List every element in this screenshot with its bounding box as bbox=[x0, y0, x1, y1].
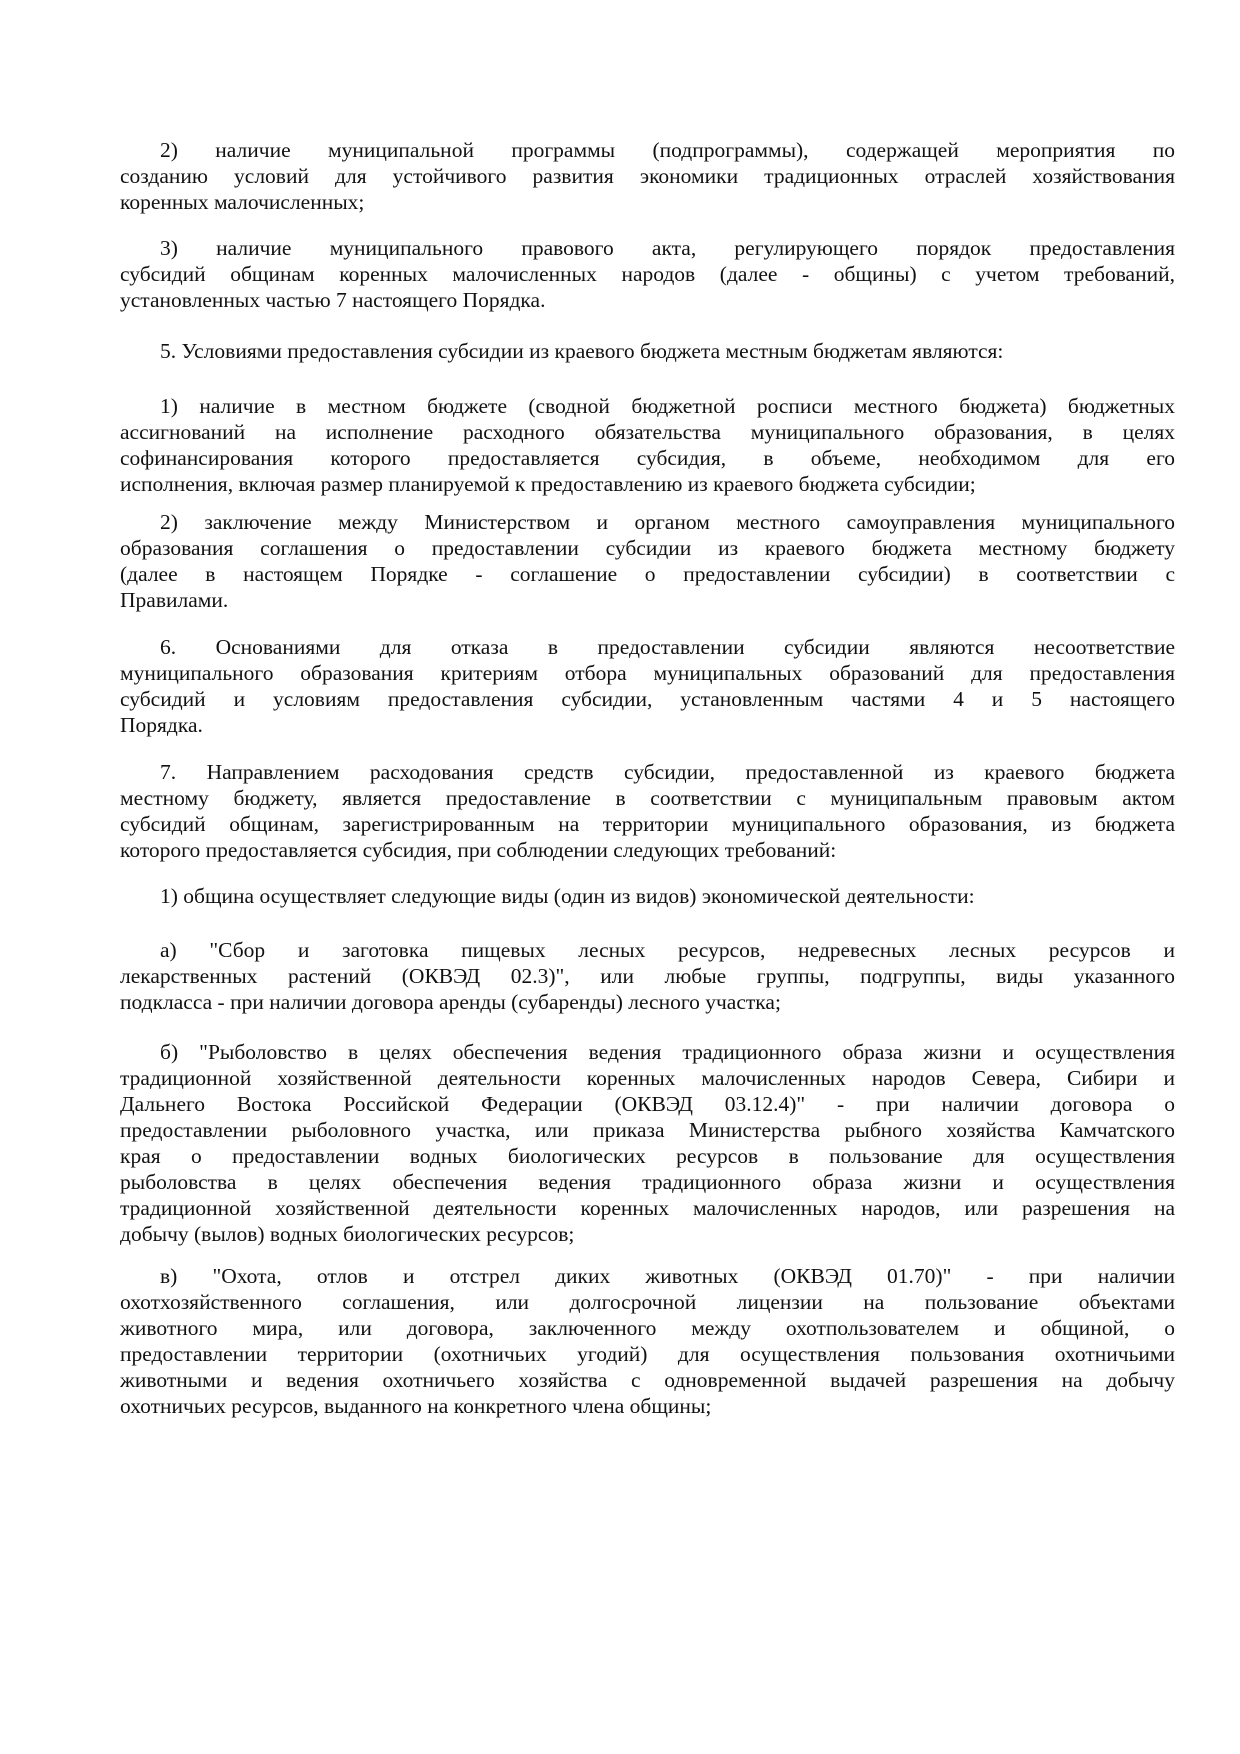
text-line: 2) заключение между Министерством и органом местного самоуправления муниципального bbox=[160, 510, 1175, 534]
text-line: в) "Охота, отлов и отстрел диких животных (ОКВЭД 01.70)" - при наличии bbox=[160, 1264, 1175, 1288]
text-line: подкласса - при наличии договора аренды (субаренды) лесного участка; bbox=[120, 990, 781, 1014]
text-line: добычу (вылов) водных биологических ресурсов; bbox=[120, 1222, 575, 1246]
text-line: б) "Рыболовство в целях обеспечения ведения традиционного образа жизни и осуществления bbox=[160, 1040, 1175, 1064]
text-line: муниципального образования критериям отбора муниципальных образований для предоставления bbox=[120, 661, 1175, 685]
text-line: субсидий и условиям предоставления субсидии, установленным частями 4 и 5 настоящего bbox=[120, 687, 1175, 711]
text-line: лекарственных растений (ОКВЭД 02.3)", или любые группы, подгруппы, виды указанного bbox=[120, 964, 1175, 988]
text-line: края о предоставлении водных биологических ресурсов в пользование для осуществления bbox=[120, 1144, 1175, 1168]
text-line: местному бюджету, является предоставление в соответствии с муниципальным правовым актом bbox=[120, 786, 1175, 810]
paragraph bbox=[120, 137, 1175, 215]
text-line: образования соглашения о предоставлении субсидии из краевого бюджета местному бюджету bbox=[120, 536, 1175, 560]
text-line: традиционной хозяйственной деятельности коренных малочисленных народов Севера, Сибири и bbox=[120, 1066, 1175, 1090]
text-line: (далее в настоящем Порядке - соглашение о предоставлении субсидии) в соответствии с bbox=[120, 562, 1175, 586]
text-line: 2) наличие муниципальной программы (подпрограммы), содержащей мероприятия по bbox=[160, 138, 1175, 162]
text-line: 5. Условиями предоставления субсидии из краевого бюджета местным бюджетам являются: bbox=[160, 339, 1004, 363]
text-line: Правилами. bbox=[120, 588, 229, 612]
paragraph bbox=[120, 235, 1175, 313]
text-line: 1) наличие в местном бюджете (сводной бюджетной росписи местного бюджета) бюджетных bbox=[160, 394, 1175, 418]
text-line: предоставлении рыболовного участка, или приказа Министерства рыбного хозяйства Камчатского bbox=[120, 1118, 1175, 1142]
paragraph bbox=[120, 759, 1175, 863]
text-line: 3) наличие муниципального правового акта, регулирующего порядок предоставления bbox=[160, 236, 1175, 260]
text-line: которого предоставляется субсидия, при соблюдении следующих требований: bbox=[120, 838, 837, 862]
text-line: исполнения, включая размер планируемой к предоставлению из краевого бюджета субсидии; bbox=[120, 472, 976, 496]
text-line: животными и ведения охотничьего хозяйства с одновременной выдачей разрешения на добычу bbox=[120, 1368, 1175, 1392]
text-line: животного мира, или договора, заключенного между охотпользователем и общиной, о bbox=[120, 1316, 1175, 1340]
text-line: 1) община осуществляет следующие виды (один из видов) экономической деятельности: bbox=[160, 884, 975, 908]
text-line: ассигнований на исполнение расходного обязательства муниципального образования, в целях bbox=[120, 420, 1175, 444]
paragraph bbox=[120, 1039, 1175, 1247]
paragraph bbox=[120, 937, 1175, 1015]
paragraph bbox=[120, 509, 1175, 613]
paragraph bbox=[120, 338, 1175, 364]
text-line: охотхозяйственного соглашения, или долгосрочной лицензии на пользование объектами bbox=[120, 1290, 1175, 1314]
text-line: установленных частью 7 настоящего Порядка. bbox=[120, 288, 546, 312]
text-line: 7. Направлением расходования средств субсидии, предоставленной из краевого бюджета bbox=[160, 760, 1175, 784]
paragraph bbox=[120, 393, 1175, 497]
text-line: традиционной хозяйственной деятельности коренных малочисленных народов, или разрешения на bbox=[120, 1196, 1175, 1220]
text-line: охотничьих ресурсов, выданного на конкретного члена общины; bbox=[120, 1394, 712, 1418]
text-line: софинансирования которого предоставляется субсидия, в объеме, необходимом для его bbox=[120, 446, 1175, 470]
text-line: а) "Сбор и заготовка пищевых лесных ресурсов, недревесных лесных ресурсов и bbox=[160, 938, 1175, 962]
paragraph bbox=[120, 883, 1175, 909]
text-line: Дальнего Востока Российской Федерации (ОКВЭД 03.12.4)" - при наличии договора о bbox=[120, 1092, 1175, 1116]
text-line: коренных малочисленных; bbox=[120, 190, 365, 214]
text-line: субсидий общинам коренных малочисленных народов (далее - общины) с учетом требований, bbox=[120, 262, 1175, 286]
paragraph bbox=[120, 1263, 1175, 1419]
text-line: 6. Основаниями для отказа в предоставлении субсидии являются несоответствие bbox=[160, 635, 1175, 659]
text-line: созданию условий для устойчивого развития экономики традиционных отраслей хозяйствования bbox=[120, 164, 1175, 188]
paragraph bbox=[120, 634, 1175, 738]
text-line: рыболовства в целях обеспечения ведения традиционного образа жизни и осуществления bbox=[120, 1170, 1175, 1194]
text-line: субсидий общинам, зарегистрированным на территории муниципального образования, из бюджета bbox=[120, 812, 1175, 836]
text-line: Порядка. bbox=[120, 713, 203, 737]
text-line: предоставлении территории (охотничьих угодий) для осуществления пользования охотничьими bbox=[120, 1342, 1175, 1366]
